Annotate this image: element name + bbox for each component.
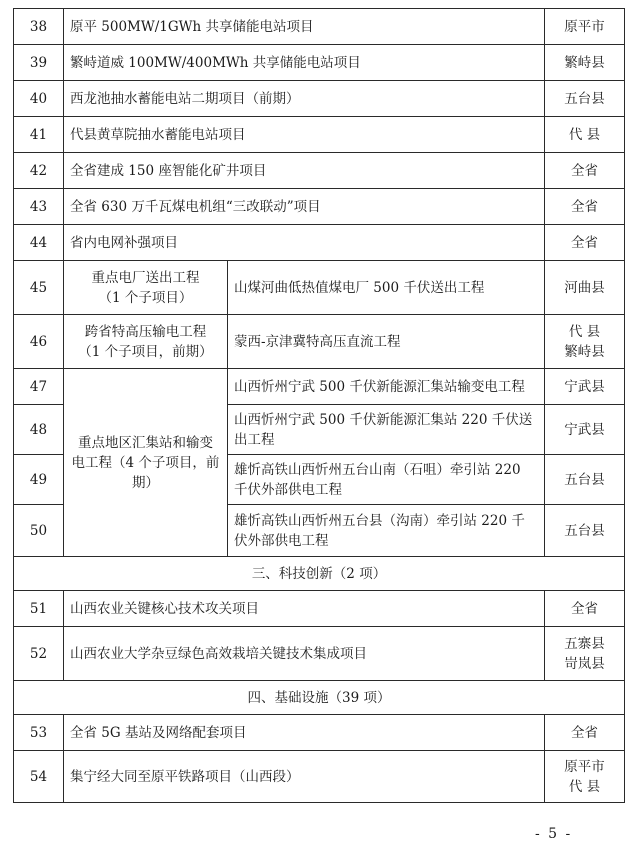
row-number: 45 [14, 261, 64, 315]
project-name: 山西忻州宁武 500 千伏新能源汇集站输变电工程 [228, 369, 545, 405]
project-location: 五寨县 岢岚县 [545, 627, 625, 681]
project-location: 原平市 [545, 9, 625, 45]
group-name: 重点地区汇集站和输变 电工程（4 个子项目，前期） [64, 369, 228, 557]
project-location: 五台县 [545, 505, 625, 557]
project-location: 全省 [545, 715, 625, 751]
row-number: 44 [14, 225, 64, 261]
section-header-row [14, 557, 625, 591]
table-row [14, 225, 625, 261]
row-number: 46 [14, 315, 64, 369]
row-number: 53 [14, 715, 64, 751]
project-location: 代 县 [545, 117, 625, 153]
project-location: 原平市 代 县 [545, 751, 625, 803]
project-name: 全省建成 150 座智能化矿井项目 [64, 153, 545, 189]
table-row [14, 189, 625, 225]
table-row [14, 751, 625, 803]
table-row [14, 81, 625, 117]
row-number: 38 [14, 9, 64, 45]
project-table [13, 8, 625, 803]
project-location: 全省 [545, 153, 625, 189]
project-name: 蒙西-京津冀特高压直流工程 [228, 315, 545, 369]
table-row [14, 9, 625, 45]
group-name: 跨省特高压输电工程 （1 个子项目，前期） [64, 315, 228, 369]
section-title: 三、科技创新（2 项） [14, 557, 625, 591]
row-number: 39 [14, 45, 64, 81]
project-location: 全省 [545, 591, 625, 627]
project-name: 原平 500MW/1GWh 共享储能电站项目 [64, 9, 545, 45]
table-row [14, 715, 625, 751]
table-row [14, 45, 625, 81]
section-header-row [14, 681, 625, 715]
section-title: 四、基础设施（39 项） [14, 681, 625, 715]
row-number: 48 [14, 405, 64, 455]
project-name: 省内电网补强项目 [64, 225, 545, 261]
table-row [14, 627, 625, 681]
row-number: 42 [14, 153, 64, 189]
project-location: 五台县 [545, 81, 625, 117]
row-number: 50 [14, 505, 64, 557]
project-name: 代县黄草院抽水蓄能电站项目 [64, 117, 545, 153]
project-name: 雄忻高铁山西忻州五台山南（石咀）牵引站 220 千伏外部供电工程 [228, 455, 545, 505]
row-number: 41 [14, 117, 64, 153]
table-row [14, 369, 625, 405]
project-location: 繁峙县 [545, 45, 625, 81]
project-name: 雄忻高铁山西忻州五台县（沟南）牵引站 220 千伏外部供电工程 [228, 505, 545, 557]
row-number: 47 [14, 369, 64, 405]
project-name: 集宁经大同至原平铁路项目（山西段） [64, 751, 545, 803]
row-number: 40 [14, 81, 64, 117]
project-location: 宁武县 [545, 405, 625, 455]
project-name: 山西忻州宁武 500 千伏新能源汇集站 220 千伏送出工程 [228, 405, 545, 455]
group-name: 重点电厂送出工程 （1 个子项目） [64, 261, 228, 315]
project-name: 全省 630 万千瓦煤电机组“三改联动”项目 [64, 189, 545, 225]
row-number: 54 [14, 751, 64, 803]
project-name: 繁峙道威 100MW/400MWh 共享储能电站项目 [64, 45, 545, 81]
project-location: 全省 [545, 189, 625, 225]
project-location: 河曲县 [545, 261, 625, 315]
row-number: 51 [14, 591, 64, 627]
project-name: 西龙池抽水蓄能电站二期项目（前期） [64, 81, 545, 117]
project-location: 宁武县 [545, 369, 625, 405]
project-name: 山煤河曲低热值煤电厂 500 千伏送出工程 [228, 261, 545, 315]
table-row [14, 315, 625, 369]
table-row [14, 591, 625, 627]
table-row [14, 117, 625, 153]
project-name: 山西农业关键核心技术攻关项目 [64, 591, 545, 627]
row-number: 49 [14, 455, 64, 505]
project-location: 全省 [545, 225, 625, 261]
row-number: 52 [14, 627, 64, 681]
table-row [14, 153, 625, 189]
row-number: 43 [14, 189, 64, 225]
table-row [14, 261, 625, 315]
project-name: 全省 5G 基站及网络配套项目 [64, 715, 545, 751]
page-number: - 5 - [535, 826, 573, 842]
project-location: 代 县 繁峙县 [545, 315, 625, 369]
project-name: 山西农业大学杂豆绿色高效栽培关键技术集成项目 [64, 627, 545, 681]
project-location: 五台县 [545, 455, 625, 505]
